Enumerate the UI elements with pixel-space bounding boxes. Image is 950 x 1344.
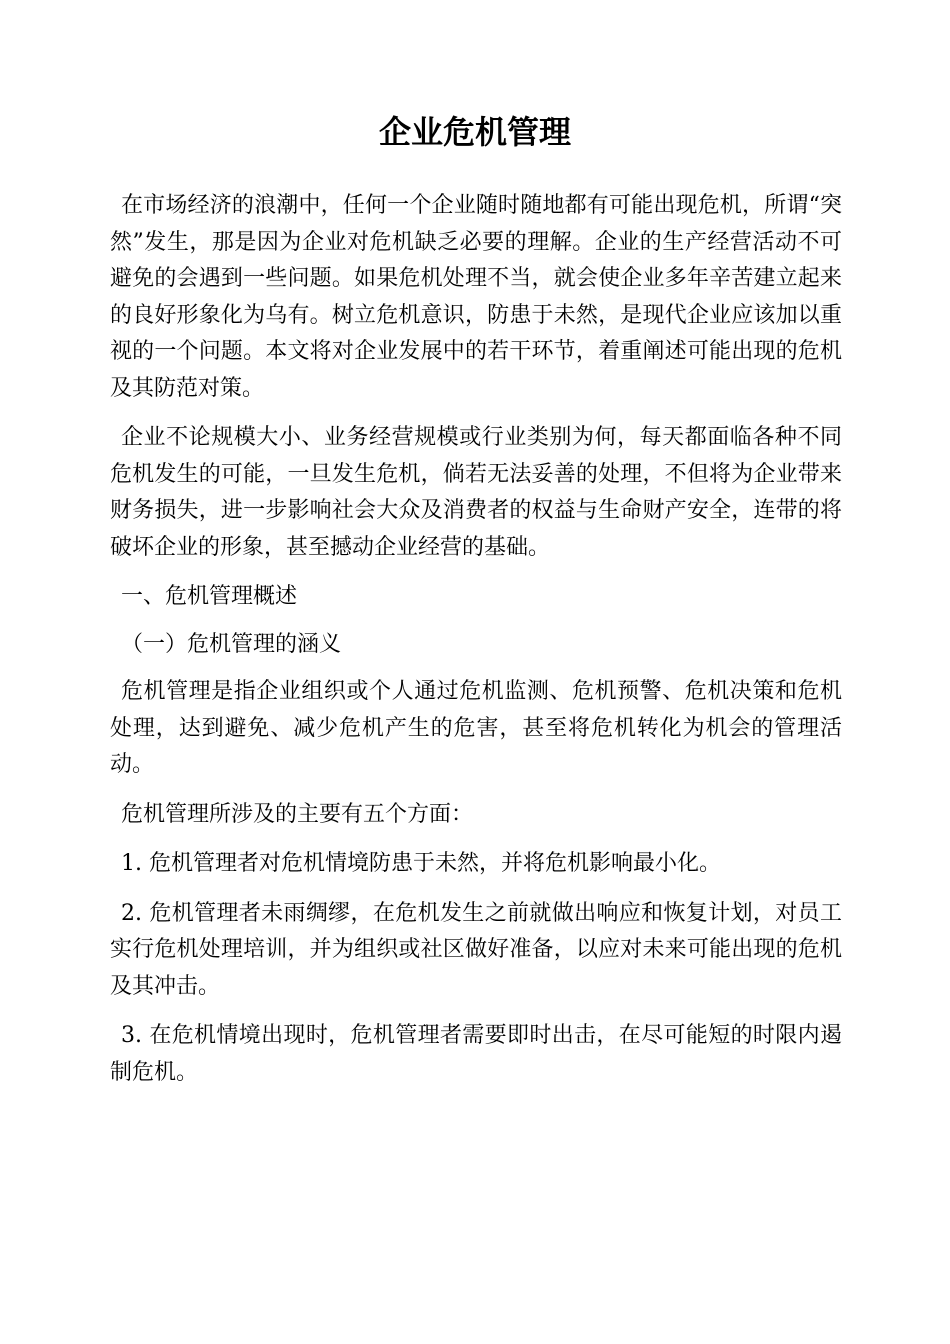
section-heading-overview: 一、危机管理概述 [121,584,298,609]
paragraph-aspects-intro: 危机管理所涉及的主要有五个方面： [121,801,474,827]
paragraph-risk: 企业不论规模大小、业务经营规模或行业类别为何，每天都面临各种不同危机发生的可能，一旦发生危机，倘若无法妥善的处理，不但将为企业带来财务损失，进一步影响社会大众及消费者的权益与生命财产安全，连带的将破坏企业的形象，甚至撼动企业经营的基础。 [110,425,842,560]
document-title: 企业危机管理 [378,113,571,151]
document-body [110,188,842,1104]
paragraph-definition: 危机管理是指企业组织或个人通过危机监测、危机预警、危机决策和危机处理，达到避免、减少危机产生的危害，甚至将危机转化为机会的管理活动。 [110,679,842,777]
paragraph-intro: 在市场经济的浪潮中，任何一个企业随时随地都有可能出现危机，所谓“突然”发生，那是因为企业对危机缺乏必要的理解。企业的生产经营活动不可避免的会遇到一些问题。如果危机处理不当，就会使企业多年辛苦建立起来的良好形象化为乌有。树立危机意识，防患于未然，是现代企业应该加以重视的一个问题。本文将对企业发展中的若干环节，着重阐述可能出现的危机及其防范对策。 [110,193,842,401]
list-item-2: 2. 危机管理者未雨绸缪，在危机发生之前就做出响应和恢复计划，对员工实行危机处理培训，并为组织或社区做好准备，以应对未来可能出现的危机及其冲击。 [110,900,842,999]
list-item-3: 3. 在危机情境出现时，危机管理者需要即时出击，在尽可能短的时限内遏制危机。 [110,1023,842,1085]
list-item-1: 1. 危机管理者对危机情境防患于未然，并将危机影响最小化。 [121,851,721,876]
subsection-heading-definition: （一）危机管理的涵义 [121,631,342,657]
